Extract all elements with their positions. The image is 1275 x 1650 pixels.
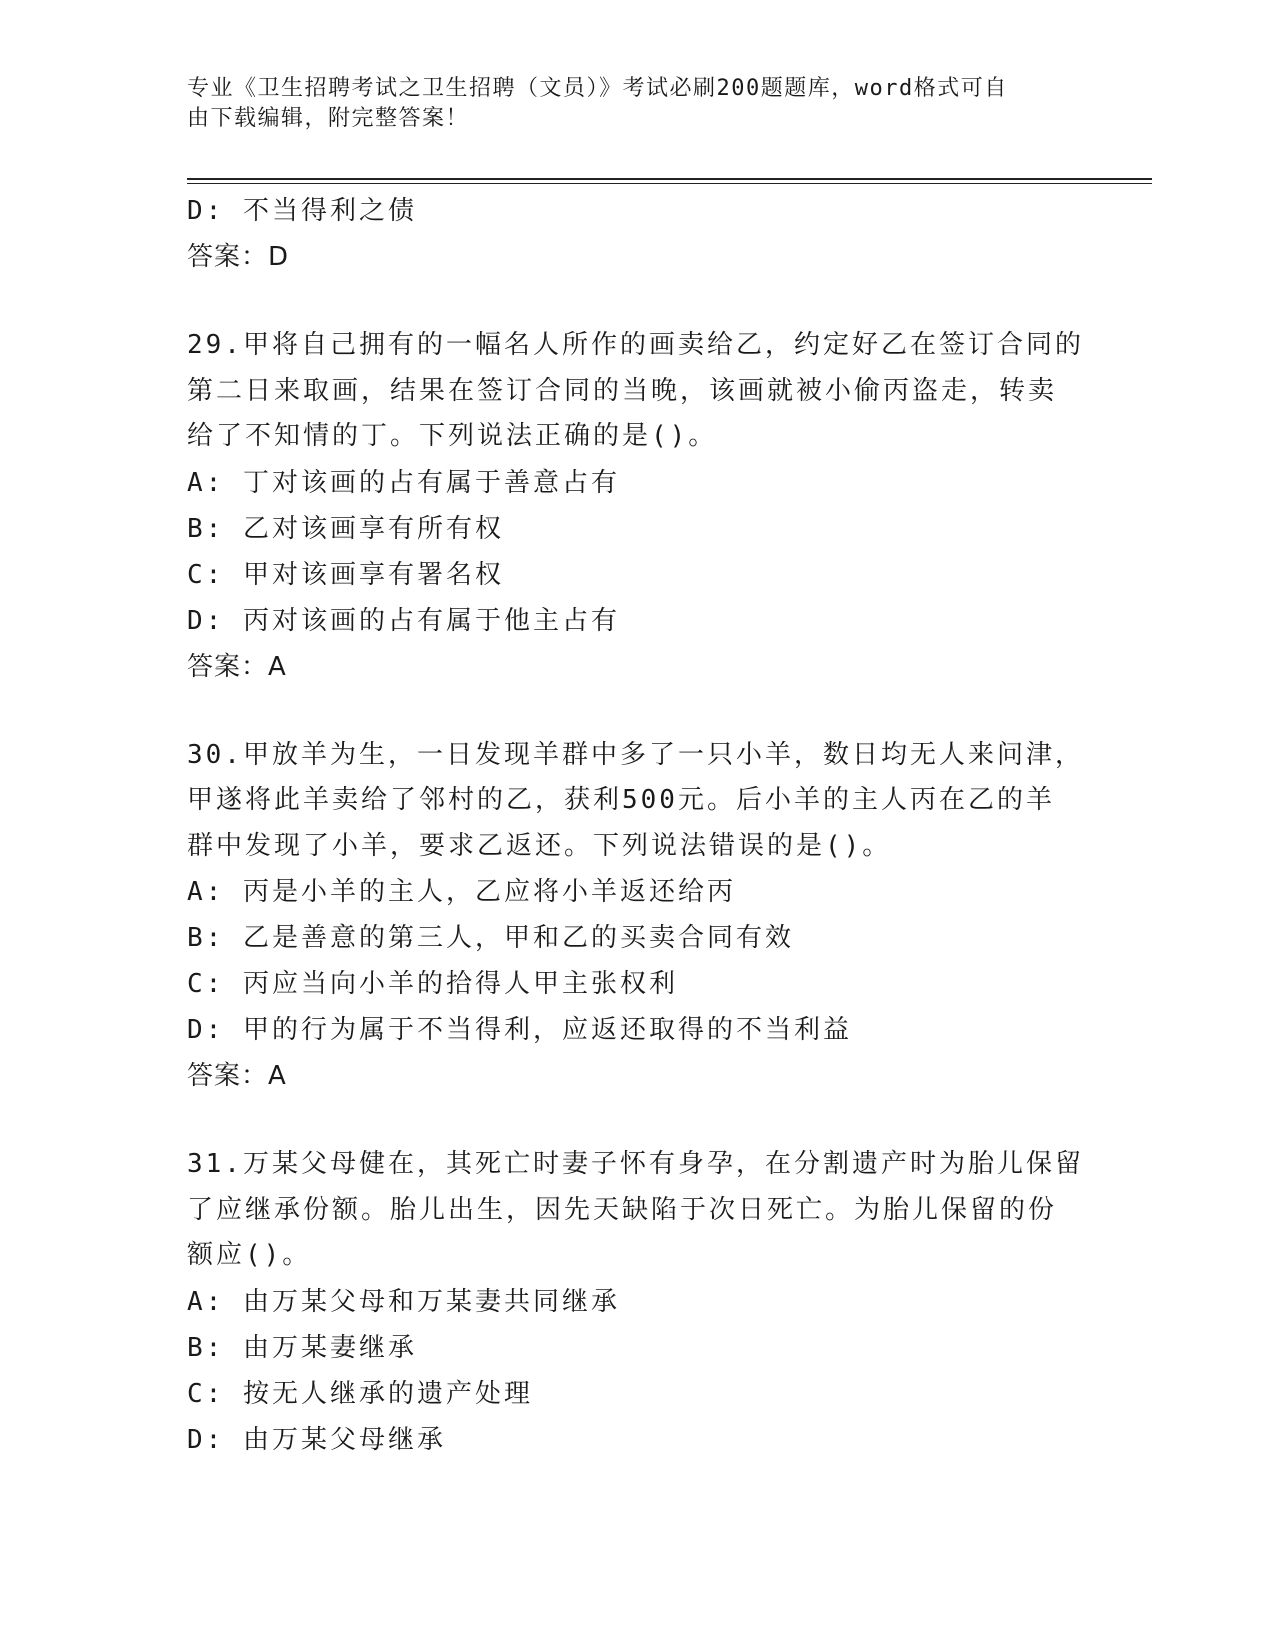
question-29	[187, 323, 1087, 690]
question-text-line: 群中发现了小羊，要求乙返还。下列说法错误的是()。	[187, 830, 892, 861]
option-c: C: 丙应当向小羊的拾得人甲主张权利	[187, 969, 678, 999]
document-body	[187, 188, 1087, 1463]
question-text-line: 给了不知情的丁。下列说法正确的是()。	[187, 421, 718, 451]
question-text-line: 第二日来取画，结果在签订合同的当晚，该画就被小偷丙盗走，转卖	[187, 375, 1058, 406]
option-d: D: 丙对该画的占有属于他主占有	[187, 605, 620, 636]
option-a: A: 丙是小羊的主人，乙应将小羊返还给丙	[187, 877, 736, 907]
option-c: C: 按无人继承的遗产处理	[187, 1378, 533, 1409]
header-line-1: 专业《卫生招聘考试之卫生招聘（文员）》考试必刷200题题库，word格式可自	[187, 76, 1008, 101]
question-text-line: 29.甲将自己拥有的一幅名人所作的画卖给乙，约定好乙在签订合同的	[187, 330, 1084, 360]
header-divider-thin	[187, 183, 1152, 184]
option-b: B: 乙对该画享有所有权	[187, 513, 504, 544]
previous-question-option-d: D: 不当得利之债	[187, 196, 417, 226]
question-31	[187, 1142, 1087, 1463]
previous-question-answer: 答案：D	[187, 242, 290, 272]
option-b: B: 由万某妻继承	[187, 1332, 417, 1363]
option-a: A: 丁对该画的占有属于善意占有	[187, 467, 620, 498]
answer: 答案：A	[187, 1061, 287, 1091]
question-text-line: 了应继承份额。胎儿出生，因先天缺陷于次日死亡。为胎儿保留的份	[187, 1194, 1058, 1225]
spacer	[187, 690, 1087, 733]
spacer	[187, 280, 1087, 323]
question-text-line: 额应()。	[187, 1240, 312, 1270]
option-d: D: 甲的行为属于不当得利，应返还取得的不当利益	[187, 1015, 852, 1045]
option-d: D: 由万某父母继承	[187, 1424, 446, 1455]
spacer	[187, 1099, 1087, 1142]
question-text-line: 30.甲放羊为生，一日发现羊群中多了一只小羊，数日均无人来问津，	[187, 739, 1084, 770]
option-c: C: 甲对该画享有署名权	[187, 559, 504, 590]
header-divider-thick	[187, 178, 1152, 180]
question-30	[187, 733, 1087, 1100]
option-a: A: 由万某父母和万某妻共同继承	[187, 1286, 620, 1317]
question-text-line: 31.万某父母健在，其死亡时妻子怀有身孕，在分割遗产时为胎儿保留	[187, 1149, 1084, 1179]
option-b: B: 乙是善意的第三人，甲和乙的买卖合同有效	[187, 923, 794, 953]
header-line-2: 由下载编辑，附完整答案！	[187, 106, 470, 131]
document-header	[187, 74, 1067, 134]
answer: 答案：A	[187, 651, 287, 682]
question-text-line: 甲遂将此羊卖给了邻村的乙，获利500元。后小羊的主人丙在乙的羊	[187, 785, 1055, 815]
